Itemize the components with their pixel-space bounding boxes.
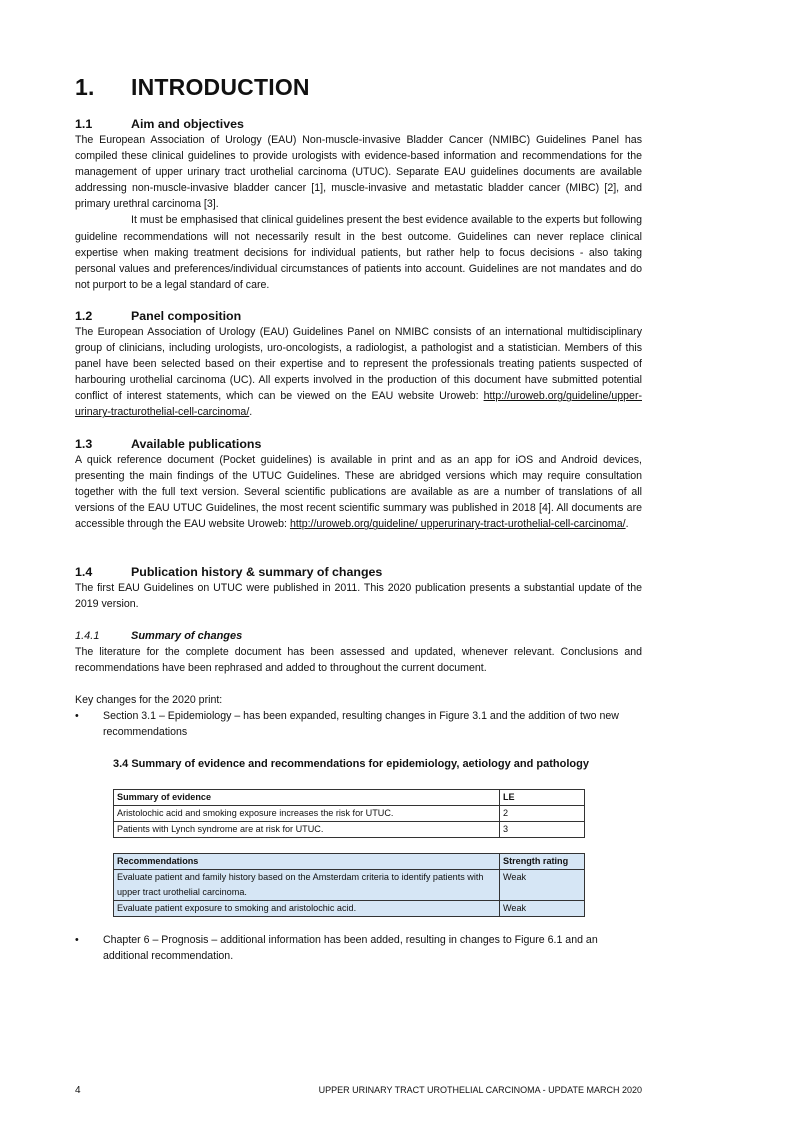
section-heading: [75, 308, 642, 324]
subsection-title: Summary of changes: [131, 630, 243, 642]
paragraph-end: .: [625, 518, 629, 531]
section-number: 1.4: [75, 565, 93, 579]
table-header-row: [114, 790, 585, 806]
bullet-text: Chapter 6 – Prognosis – additional information has been added, resulting in changes to Figure 6.1 and an additional recommendation.: [103, 934, 598, 963]
table-row: [114, 870, 585, 901]
subsection-number: 1.4.1: [75, 630, 100, 642]
paragraph-text: The European Association of Urology (EAU) Guidelines Panel on NMIBC consists of an international multidisciplinary group of clinicians, including urologists, uro-oncologists, a radiologist, a pathologist and a statistician. Members of this panel have been selected based on their expertise and to represent the professionals treating patients suspected of harbouring urothelial carcinoma (UC). All experts involved in the production of this document have submitted potential conflict of interest statements, which can be viewed on the EAU website Uroweb:: [75, 326, 642, 403]
table-row: [114, 822, 585, 838]
key-changes-intro: [75, 692, 642, 708]
bullet-marker: •: [75, 710, 79, 722]
section-title: Available publications: [131, 437, 262, 451]
evidence-table: [113, 789, 585, 838]
uroweb-link[interactable]: http://uroweb.org/guideline/upper-urinary-tracturothelial-cell-carcinoma/: [75, 390, 642, 419]
bullet-item: [75, 708, 642, 740]
chapter-heading: [75, 74, 310, 101]
column-header: Strength rating: [500, 854, 585, 870]
chapter-title: INTRODUCTION: [131, 74, 310, 100]
section-title: Panel composition: [131, 309, 242, 323]
page-number: 4: [75, 1085, 81, 1096]
recommendations-table: [113, 853, 585, 917]
section-1-3: [75, 436, 642, 532]
table-cell: Evaluate patient and family history based on the Amsterdam criteria to identify patients with upper tract urothelial carcinoma.: [114, 870, 500, 901]
paragraph: [75, 452, 642, 532]
subsection-heading: [75, 628, 642, 644]
table-row: [114, 901, 585, 917]
section-number: 1.3: [75, 437, 93, 451]
section-heading: [75, 116, 642, 132]
paragraph-end: .: [249, 406, 253, 419]
section-title: Publication history & summary of changes: [131, 565, 383, 579]
paragraph: The first EAU Guidelines on UTUC were published in 2011. This 2020 publication presents a substantial update of the 2019 version.: [75, 582, 642, 611]
table-row: [114, 806, 585, 822]
bullet-item: [75, 932, 642, 964]
uroweb-link[interactable]: http://uroweb.org/guideline/ upperurinary-tract-urothelial-cell-carcinoma/: [289, 518, 626, 531]
column-header: LE: [500, 790, 585, 806]
running-title: UPPER URINARY TRACT UROTHELIAL CARCINOMA - UPDATE MARCH 2020: [318, 1085, 642, 1095]
paragraph: The European Association of Urology (EAU) Non-muscle-invasive Bladder Cancer (NMIBC) Guidelines Panel has compiled these clinical guidelines to provide urologists with evidence-based information and recommendations for the management of upper urinary tract urothelial carcinoma (UTUC). Separate EAU guidelines documents are available addressing non-muscle-invasive bladder cancer [1], muscle-invasive and metastatic bladder cancer (MIBC) [2], and primary urethral carcinoma [3].: [75, 134, 642, 211]
chapter-number: 1.: [75, 74, 95, 100]
table-title: 3.4 Summary of evidence and recommendations for epidemiology, aetiology and pathology: [113, 758, 589, 770]
table-header-row: [114, 854, 585, 870]
section-1-2: [75, 308, 642, 421]
key-changes-label: Key changes for the 2020 print:: [75, 694, 223, 706]
bullet-marker: •: [75, 934, 79, 946]
section-heading: [75, 564, 642, 580]
paragraph: The literature for the complete document has been assessed and updated, whenever relevant. Conclusions and recommendations have been rephrased and added to throughout the current document.: [75, 646, 642, 675]
section-1-4-1: [75, 628, 642, 676]
table-cell: Evaluate patient exposure to smoking and aristolochic acid.: [114, 901, 500, 917]
column-header: Recommendations: [114, 854, 500, 870]
section-title: Aim and objectives: [131, 117, 244, 131]
table-cell: Patients with Lynch syndrome are at risk for UTUC.: [114, 822, 500, 838]
table-subheading: [113, 756, 680, 772]
paragraph-text: A quick reference document (Pocket guidelines) is available in print and as an app for iOS and Android devices, presenting the main findings of the UTUC Guidelines. These are abridged versions which may require consultation together with the full text version. Several scientific publications are available as are a number of translations of all versions of the EAU UTUC Guidelines, the most recent scientific summary was published in 2018 [4]. All documents are accessible through the EAU website Uroweb:: [75, 454, 642, 531]
table-cell: Weak: [500, 870, 585, 901]
table-cell: 3: [500, 822, 585, 838]
table-cell: 2: [500, 806, 585, 822]
table-cell: Aristolochic acid and smoking exposure increases the risk for UTUC.: [114, 806, 500, 822]
paragraph: [75, 324, 642, 421]
bullet-text: Section 3.1 – Epidemiology – has been expanded, resulting changes in Figure 3.1 and the addition of two new recommendations: [103, 710, 619, 739]
column-header: Summary of evidence: [114, 790, 500, 806]
section-number: 1.2: [75, 309, 93, 323]
section-1-4: [75, 564, 642, 612]
section-1-1: [75, 116, 642, 293]
section-heading: [75, 436, 642, 452]
table-cell: Weak: [500, 901, 585, 917]
section-number: 1.1: [75, 117, 93, 131]
paragraph: It must be emphasised that clinical guidelines present the best evidence available to the experts but following guideline recommendations will not necessarily result in the best outcome. Guidelines can never replace clinical expertise when making treatment decisions for individual patients, but rather help to focus decisions - also taking personal values and preferences/individual circumstances of patients into account. Guidelines are not mandates and do not purport to be a legal standard of care.: [75, 214, 642, 291]
